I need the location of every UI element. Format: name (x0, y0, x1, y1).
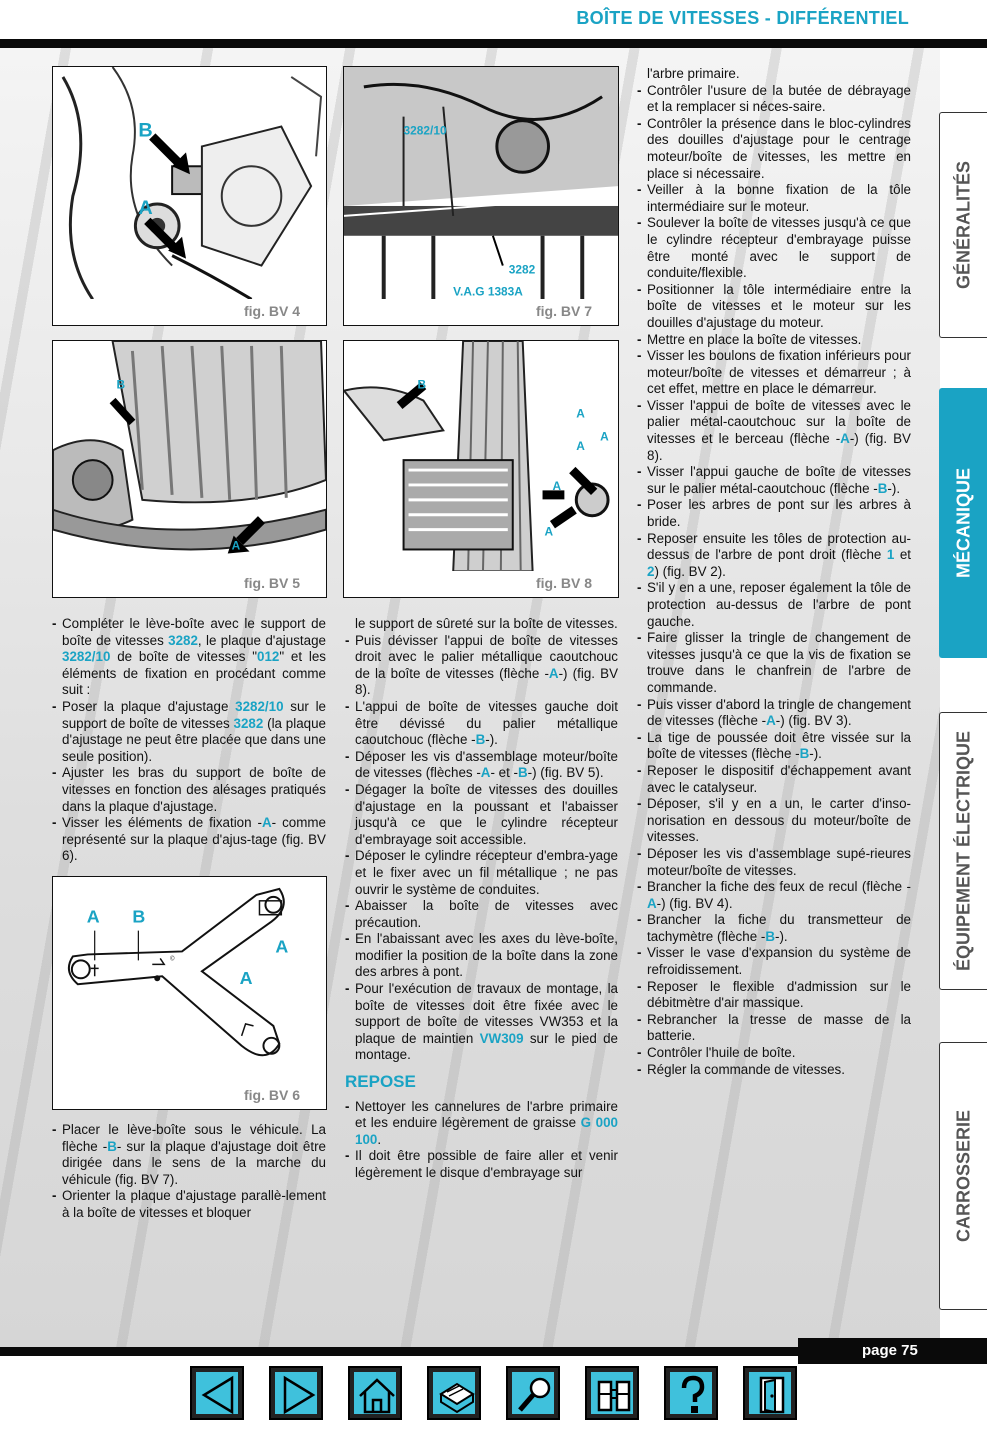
list-item-text: La tige de poussée doit être vissée sur la boîte de vitesses (flèche - (647, 729, 911, 762)
tab-carrosserie-label: CARROSSERIE (953, 1109, 973, 1243)
list-item (637, 879, 911, 912)
tab-generalites-label: GÉNÉRALITÉS (953, 160, 973, 290)
figure-bv4-caption: fig. BV 4 (243, 303, 300, 319)
list-item (637, 332, 911, 349)
previous-page-icon (196, 1372, 242, 1418)
tab-equipement-electrique-label: ÉQUIPEMENT ÉLECTRIQUE (953, 730, 973, 972)
column-1-bottom (52, 1122, 326, 1222)
home-button[interactable] (348, 1366, 402, 1420)
list-item-text: S'il y en a une, reposer également la tôle de protection au-dessus de l'arbre de pont gauche. (647, 580, 911, 629)
print-button[interactable] (427, 1366, 481, 1420)
highlight-reference: A (766, 713, 776, 729)
column-3-lead: l'arbre primaire. (647, 66, 740, 81)
list-item-text: - et - (490, 765, 518, 781)
list-item (345, 848, 618, 898)
list-item-text: sur le support de boîte de vitesses (62, 698, 326, 731)
list-item-text: Visser les boulons de fixation inférieurs pour moteur/boîte de vitesses et démarreur ; à cet effet, mettre en place le démarreur. (647, 348, 911, 397)
list-item (345, 749, 618, 782)
next-page-icon (275, 1372, 321, 1418)
list-item (637, 979, 911, 1012)
list-item-text: Rebrancher la tresse de masse de la batterie. (647, 1011, 911, 1044)
page-title: BOÎTE DE VITESSES - DIFFÉRENTIEL (576, 8, 909, 28)
header-rule (0, 39, 987, 48)
list-item (637, 497, 911, 530)
figure-bv5-label-a: A (231, 538, 241, 553)
highlight-reference: 3282/10 (62, 649, 111, 665)
column-1-bottom-list (52, 1122, 326, 1222)
highlight-reference: B (475, 732, 486, 748)
list-item-text: - comme représenté sur la plaque d'ajus-tage (fig. BV 6). (62, 815, 326, 864)
list-item (345, 1148, 618, 1181)
figure-bv7-label-vag: V.A.G 1383A (453, 284, 523, 299)
list-item (637, 282, 911, 332)
column-2-list-2 (345, 1099, 618, 1182)
list-item (52, 1188, 326, 1221)
tab-mecanique[interactable] (939, 388, 987, 658)
list-item-text: -) (fig. BV 4). (656, 895, 733, 911)
list-item (637, 1062, 911, 1079)
list-item-text: Pour l'exécution de travaux de montage, la boîte de vitesses doit être fixée avec le support de boîte de vitesses VW353 et la plaque de maintien (355, 981, 618, 1046)
figure-bv8-art (344, 341, 618, 571)
list-item-text: Brancher la fiche des feux de recul (flèche - (647, 879, 911, 895)
list-item-text: Puis dévisser l'appui de boîte de vitesses droit avec le palier métallique caoutchouc de la boîte de vitesses (flèche - (355, 632, 618, 681)
highlight-reference: B (517, 765, 528, 781)
list-item (637, 796, 911, 846)
list-item (637, 763, 911, 796)
figure-bv6-label-a2: A (275, 936, 289, 957)
list-item (637, 945, 911, 978)
list-item (637, 83, 911, 116)
svg-text:©: © (170, 956, 175, 963)
highlight-reference: B (107, 1138, 117, 1154)
column-3 (637, 66, 911, 1078)
list-item-text: et (894, 547, 912, 563)
highlight-reference: B (799, 746, 810, 762)
list-item-text: -) (fig. BV 8). (647, 431, 911, 463)
column-3-list (637, 83, 911, 1079)
tab-equipement-electrique[interactable] (939, 712, 987, 990)
figure-bv6 (52, 876, 327, 1110)
list-item-text: , le plaque d'ajustage (197, 632, 326, 648)
list-item (637, 215, 911, 281)
list-item-text: Visser les éléments de fixation - (62, 815, 262, 831)
list-item (52, 699, 326, 765)
list-item-text: Placer le lève-boîte sous le véhicule. La flèche - (62, 1122, 326, 1154)
list-item-text: Contrôler l'usure de la butée de débrayage et la remplacer si néces-saire. (647, 82, 911, 115)
highlight-reference: VW309 (479, 1030, 524, 1046)
list-item (52, 616, 326, 699)
list-item (637, 464, 911, 497)
highlight-reference: 3282/10 (235, 698, 284, 714)
highlight-reference: G 000 100 (355, 1115, 618, 1147)
list-item-text: . (377, 1131, 382, 1147)
page-number: page 75 (798, 1338, 987, 1364)
figure-bv8 (343, 340, 619, 598)
list-item-text: Abaisser la boîte de vitesses avec précaution. (355, 898, 618, 930)
list-item-text: Déposer le cylindre récepteur d'embra-yage et le fixer avec un fil métallique ; ne pas ouvrir le système de conduites. (355, 848, 618, 897)
list-item-text: -) (fig. BV 3). (775, 713, 852, 729)
highlight-reference: B (877, 480, 888, 496)
list-item-text: Visser l'appui de boîte de vitesses avec le palier métal-caoutchouc sur la boîte de vitesses et le berceau (flèche - (647, 397, 911, 447)
figure-bv8-label-a2: A (600, 429, 609, 444)
figure-bv6-caption: fig. BV 6 (243, 1087, 300, 1103)
figure-bv8-label-a3: A (576, 439, 585, 454)
exit-button[interactable] (743, 1366, 797, 1420)
list-item (637, 1045, 911, 1062)
list-item-text: ) (fig. BV 2). (654, 563, 726, 579)
list-item-text: -). (485, 732, 498, 748)
list-item (637, 730, 911, 763)
list-item (637, 912, 911, 945)
binoculars-button[interactable] (585, 1366, 639, 1420)
list-item-text: Ajuster les bras du support de boîte de vitesses en fonction des alésages pratiqués dans la plaque d'ajustage. (62, 765, 326, 814)
tab-generalites[interactable] (939, 112, 987, 338)
list-item-text: (la plaque d'ajustage ne peut être placée que dans une seule position). (62, 715, 326, 764)
list-item-text: Dégager la boîte de vitesses des douilles d'ajustage en la poussant et l'abaisser jusqu'à ce que le cylindre récepteur d'embrayage soit accessible. (355, 781, 618, 847)
list-item (52, 765, 326, 815)
list-item (637, 630, 911, 696)
figure-bv8-label-a1: A (576, 406, 585, 421)
list-item-text: Il doit être possible de faire aller et venir légèrement le disque d'embrayage sur (355, 1148, 618, 1180)
highlight-reference: A (262, 815, 272, 831)
list-item-text: " et les éléments de fixation en procédant comme suit : (62, 649, 326, 698)
list-item-text: Orienter la plaque d'ajustage parallè-lement à la boîte de vitesses et bloquer (62, 1188, 326, 1220)
list-item-text: -). (809, 746, 822, 762)
figure-bv7-caption: fig. BV 7 (535, 303, 592, 319)
list-item (52, 1122, 326, 1188)
list-item (52, 815, 326, 865)
highlight-reference: 2 (647, 563, 655, 579)
highlight-reference: 3282 (233, 715, 264, 731)
list-item-text: Visser l'appui gauche de boîte de vitesses sur le palier métal-caoutchouc (flèche - (647, 464, 911, 496)
list-item-text: Positionner la tôle intermédiaire entre la boîte de vitesses et le moteur sur les douilles d'ajustage du moteur. (647, 281, 911, 330)
list-item (637, 348, 911, 398)
figure-bv7-label-3282: 3282 (508, 262, 536, 277)
figure-bv7-art (344, 67, 618, 299)
list-item-text: Reposer le flexible d'admission sur le débitmètre d'air massique. (647, 978, 911, 1011)
list-item-text: Nettoyer les cannelures de l'arbre primaire et les enduire légèrement de graisse (355, 1098, 618, 1131)
highlight-reference: 012 (257, 649, 280, 665)
highlight-reference: 1 (886, 547, 895, 563)
list-item-text: En l'abaissant avec les axes du lève-boîte, modifier la position de la boîte dans la zone des arbres à pont. (355, 931, 618, 980)
list-item-text: Contrôler la présence dans le bloc-cylindres des douilles d'ajustage pour le centrage moteur/boîte de vitesses, les mettre en place si nécessaire. (647, 115, 911, 181)
list-item-text: Visser le vase d'expansion du système de refroidissement. (647, 945, 911, 978)
figure-bv4-art (53, 67, 326, 299)
figure-bv4-label-b: B (138, 119, 153, 142)
list-item-text: Faire glisser la tringle de changement de vitesses jusqu'à ce que la vis de fixation se trouve dans le chanfrein de l'arbre de commande. (647, 630, 911, 695)
column-2-lead: le support de sûreté sur la boîte de vitesses. (355, 616, 618, 631)
figure-bv5-caption: fig. BV 5 (243, 575, 300, 591)
home-icon (354, 1372, 400, 1418)
list-item (637, 398, 911, 464)
figure-bv4 (52, 66, 327, 326)
list-item-text: Brancher la fiche du transmetteur de tachymètre (flèche - (647, 912, 911, 944)
list-item-text: Poser les arbres de pont sur les arbres à bride. (647, 497, 911, 530)
list-item (345, 1099, 618, 1149)
column-1-top-list (52, 616, 326, 865)
figure-bv5-label-b: B (116, 377, 126, 392)
figure-bv8-caption: fig. BV 8 (535, 575, 592, 591)
list-item-text: - sur la plaque d'ajustage doit être dirigée dans le sens de la marche du véhicule (fig. BV 7). (62, 1138, 326, 1187)
column-1-top (52, 616, 326, 865)
highlight-reference: A (840, 431, 850, 447)
figure-bv8-label-a4: A (552, 478, 562, 493)
list-item (637, 580, 911, 630)
list-item-text: Veiller à la bonne fixation de la tôle intermédiaire sur le moteur. (647, 182, 911, 214)
list-item-text: -) (fig. BV 8). (355, 665, 618, 698)
highlight-reference: 3282 (168, 632, 198, 648)
next-page-button[interactable] (269, 1366, 323, 1420)
section-heading-repose: REPOSE (345, 1072, 416, 1092)
column-2-list (345, 633, 618, 1064)
list-item (345, 981, 618, 1064)
list-item-text: Compléter le lève-boîte avec le support de boîte de vitesses (62, 616, 326, 648)
tab-carrosserie[interactable] (939, 1042, 987, 1310)
figure-bv8-label-b: B (417, 377, 427, 392)
list-item (345, 931, 618, 981)
list-item-text: Contrôler l'huile de boîte. (647, 1045, 796, 1061)
figure-bv6-art (53, 877, 326, 1083)
search-icon (512, 1372, 558, 1418)
exit-icon (749, 1372, 795, 1418)
column-2 (345, 616, 618, 1182)
figure-bv6-label-b: B (132, 906, 146, 927)
list-item-text: Soulever la boîte de vitesses jusqu'à ce que le cylindre récepteur d'embrayage puisse être monté avec le support de conduite/flexible. (647, 215, 911, 281)
list-item-text: Reposer ensuite les tôles de protection au-dessus de l'arbre de pont droit (flèche (647, 530, 911, 563)
list-item-text: de boîte de vitesses " (110, 649, 258, 665)
highlight-reference: A (480, 765, 491, 781)
print-icon (433, 1372, 479, 1418)
list-item (637, 116, 911, 182)
list-item (637, 182, 911, 215)
highlight-reference: A (548, 665, 559, 681)
list-item-text: L'appui de boîte de vitesses gauche doit être dévissé du palier métallique caoutchouc (flèche - (355, 698, 618, 748)
list-item (345, 699, 618, 749)
previous-page-button[interactable] (190, 1366, 244, 1420)
figure-bv5 (52, 340, 327, 598)
list-item-text: -) (fig. BV 5). (527, 765, 604, 781)
list-item (345, 633, 618, 699)
list-item-text: -). (887, 480, 901, 496)
help-button[interactable] (664, 1366, 718, 1420)
list-item (345, 898, 618, 931)
list-item-text: Poser la plaque d'ajustage (62, 698, 236, 714)
list-item (637, 697, 911, 730)
tab-mecanique-label: MÉCANIQUE (953, 467, 973, 579)
binoculars-icon (591, 1372, 637, 1418)
figure-bv6-label-a1: A (86, 906, 100, 927)
list-item-text: sur le pied de montage. (355, 1030, 618, 1063)
figure-bv8-label-a5: A (544, 524, 554, 539)
figure-bv7-label-3282-10: 3282/10 (403, 123, 447, 138)
search-button[interactable] (506, 1366, 560, 1420)
figure-bv5-art (53, 341, 326, 571)
figure-bv7 (343, 66, 619, 326)
help-icon (670, 1372, 716, 1418)
list-item-text: Régler la commande de vitesses. (647, 1061, 845, 1077)
list-item (637, 846, 911, 879)
highlight-reference: B (765, 928, 775, 944)
figure-bv4-label-a: A (138, 196, 153, 219)
list-item-text: Mettre en place la boîte de vitesses. (647, 331, 862, 347)
list-item (637, 531, 911, 581)
list-item-text: Reposer le dispositif d'échappement avant avec le catalyseur. (647, 762, 911, 795)
list-item (345, 782, 618, 848)
list-item-text: Puis visser d'abord la tringle de changement de vitesses (flèche - (647, 696, 911, 729)
list-item (637, 1012, 911, 1045)
highlight-reference: A (647, 895, 657, 911)
list-item-text: Déposer, s'il y en a un, le carter d'inso-norisation en dessous du moteur/boîte de vitesses. (647, 796, 911, 845)
figure-bv6-label-a3: A (239, 968, 253, 989)
list-item-text: Déposer les vis d'assemblage supé-rieures moteur/boîte de vitesses. (647, 845, 911, 878)
list-item-text: Déposer les vis d'assemblage moteur/boîte de vitesses (flèches - (355, 748, 618, 781)
list-item-text: -). (775, 928, 788, 944)
